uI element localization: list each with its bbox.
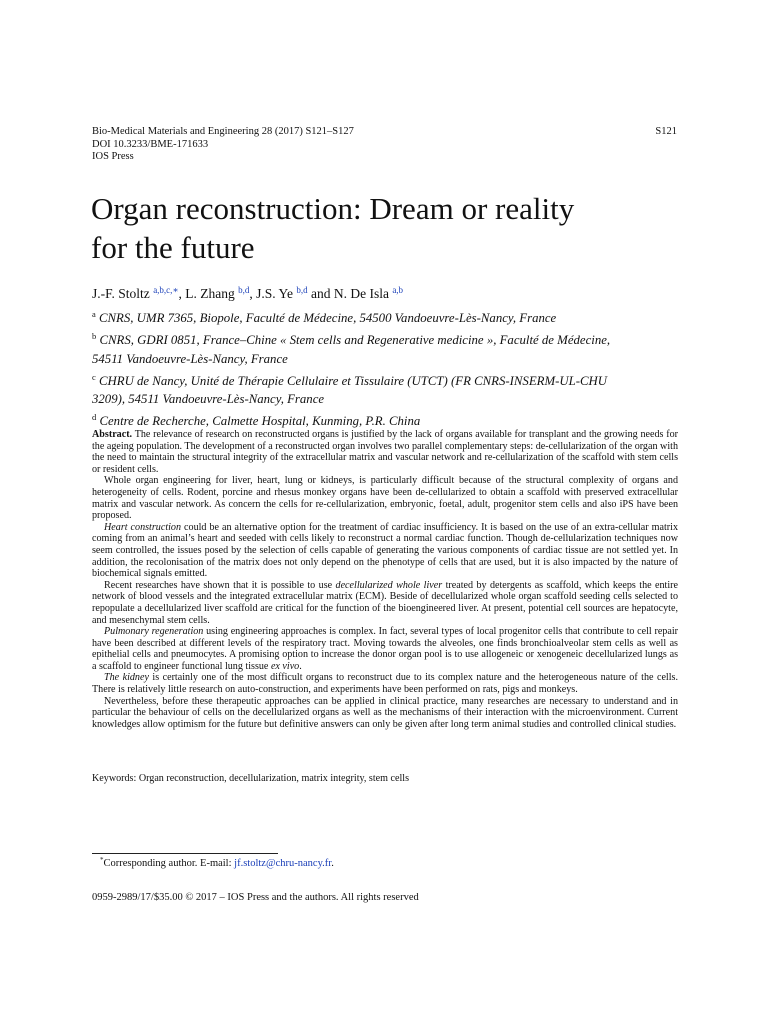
abstract-paragraph: [92, 580, 678, 626]
journal-citation: Bio-Medical Materials and Engineering 28 (2017) S121–S127: [92, 126, 354, 137]
affiliation-d: [92, 408, 682, 430]
footnote-divider: [92, 853, 278, 854]
author-separator: ,: [178, 286, 186, 301]
paper-title: [91, 189, 691, 267]
abstract-text: could be an alternative option for the treatment of cardiac insufficiency. It is based on the use of an extra-cellular matrix coming from an animal’s heart and seeded with cells likely to reconstruct a normal cardiac function. Though de-cellularization techniques now seem controlled, the issues posed by the selection of cells capable of generating the various components of cardiac tissue are not settled yet. In addition, the recolonisation of the matrix does not only depend on the phenotype of cells that are used, but it is also impacted by the nature of biochemical signals emitted.: [92, 521, 678, 580]
affiliation-text: CHRU de Nancy, Unité de Thérapie Cellulaire et Tissulaire (UTCT) (FR CNRS-INSERM-UL-CHU: [98, 373, 608, 388]
copyright-line: 0959-2989/17/$35.00 © 2017 – IOS Press and the authors. All rights reserved: [92, 892, 419, 903]
abstract-text: treated by detergents as scaffold, which keeps the entire network of blood vessels and the integrated extracellular matrix (ECM). Beside of decellularized whole organ scaffold seeding cells selected to repopulate a decellularized liver scaffold are critical for the function of the bioengineered liver. At present, potential cell sources are hepatocyte, and mesenchymal stem cells.: [92, 579, 679, 626]
abstract-text: is certainly one of the most difficult organs to reconstruct due to its complex nature and the heterogeneous nature of the cells. There is relatively little research on auto-construction, and experiments have been performed on rats, pigs and monkeys.: [92, 672, 678, 696]
affiliation-text: CNRS, UMR 7365, Biopole, Faculté de Médecine, 54500 Vandoeuvre-Lès-Nancy, France: [98, 311, 557, 325]
author-list: [92, 285, 403, 302]
abstract-paragraph: [92, 522, 678, 580]
abstract-text: using engineering approaches is complex. In fact, several types of local progenitor cells that contribute to cell repair have been described at different levels of the respiratory tract. Moving towards the alveoles, one finds bronchioalveolar stem cells as well as epithelial cells and pneumocytes. A promising option to increase the donor organ pool is to use allogeneic or xenogeneic decellularized lungs as a scaffold to engineer functional lung tissue: [92, 626, 678, 672]
emphasis: ex vivo: [270, 660, 300, 672]
abstract-paragraph: Nevertheless, before these therapeutic approaches can be applied in clinical practice, many researches are necessary to understand and in particular the behaviour of cells on the decellularized organs as well as the mechanisms of their interaction with the microenvironment. Current knowledges allow optimism for the future but definitive answers can only be given after long term animal studies and controlled clinical studies.: [92, 695, 678, 730]
author-separator: and: [307, 286, 334, 301]
footnote-mark: *: [100, 856, 104, 864]
affiliation-b: [92, 327, 682, 368]
emphasis: Pulmonary regeneration: [104, 626, 204, 638]
author-affiliation-mark[interactable]: b,d: [238, 285, 250, 295]
title-line-1: Organ reconstruction: Dream or reality: [91, 191, 575, 226]
affiliation-text: 54511 Vandoeuvre-Lès-Nancy, France: [92, 351, 288, 366]
author-name: L. Zhang: [185, 286, 235, 301]
abstract-text: .: [299, 660, 302, 672]
abstract-label: Abstract.: [92, 429, 133, 440]
abstract-paragraph: [92, 672, 678, 695]
abstract-paragraph: Whole organ engineering for liver, heart, lung or kidneys, is particularly difficult because of the structural complexity of organs and heterogeneity of cells. Rodent, porcine and rhesus monkey organs have been de-cellularized to obtain a scaffold with preserved extracellular matrix and vascular network. As concern the cells for re-cellularization, embryonic, foetal, adult, progenitor stem cells and also iPS have been proposed.: [92, 475, 678, 522]
author-affiliation-mark[interactable]: a,b,c,∗: [153, 285, 179, 295]
page-number: S121: [655, 126, 677, 137]
author-name: J.-F. Stoltz: [92, 286, 150, 301]
abstract-text: Recent researches have shown that it is possible to use: [104, 579, 336, 591]
affiliation-a: [92, 305, 682, 327]
emphasis: Heart construction: [104, 521, 182, 533]
abstract-paragraph: [92, 626, 678, 672]
affiliation-text: 3209), 54511 Vandoeuvre-Lès-Nancy, France: [92, 392, 325, 407]
doi: DOI 10.3233/BME-171633: [92, 138, 209, 150]
abstract-text: The relevance of research on reconstructed organs is justified by the lack of organs available for transplant and the growing needs for the ageing population. The development of a reconstructed organ involves two parallel complementary steps: de-cellularization of the organ with the need to maintain the structural integrity of the extracellular matrix and vascular network and re-cellularization of the scaffold with stem cells or resident cells.: [92, 429, 678, 475]
emphasis: decellularized whole liver: [335, 579, 443, 591]
footnote: [100, 856, 334, 869]
journal-header: [92, 126, 354, 164]
email-link[interactable]: jf.stoltz@chru-nancy.fr: [234, 858, 332, 869]
keywords: Keywords: Organ reconstruction, decellularization, matrix integrity, stem cells: [92, 773, 410, 784]
affiliation-c: [92, 368, 682, 409]
emphasis: The kidney: [104, 672, 149, 684]
author-affiliation-mark[interactable]: a,b: [392, 285, 404, 295]
author-name: J.S. Ye: [256, 286, 293, 301]
footnote-text: Corresponding author. E-mail:: [103, 858, 235, 869]
affiliation-key: c: [92, 371, 96, 382]
abstract: [92, 429, 678, 730]
affiliation-key: b: [92, 331, 97, 342]
affiliation-text: Centre de Recherche, Calmette Hospital, Kunming, P.R. China: [99, 414, 421, 429]
affiliation-text: CNRS, GDRI 0851, France–Chine « Stem cells and Regenerative medicine », Faculté de Médecine,: [99, 333, 611, 348]
title-line-2: for the future: [91, 230, 255, 265]
publisher: IOS Press: [92, 151, 134, 162]
author-separator: ,: [249, 286, 257, 301]
abstract-paragraph: [92, 429, 678, 475]
author-name: N. De Isla: [333, 286, 389, 301]
affiliation-key: d: [92, 412, 97, 423]
author-affiliation-mark[interactable]: b,d: [296, 285, 308, 295]
affiliation-key: a: [92, 309, 96, 319]
footnote-end: .: [331, 858, 334, 869]
affiliations: [92, 305, 682, 431]
